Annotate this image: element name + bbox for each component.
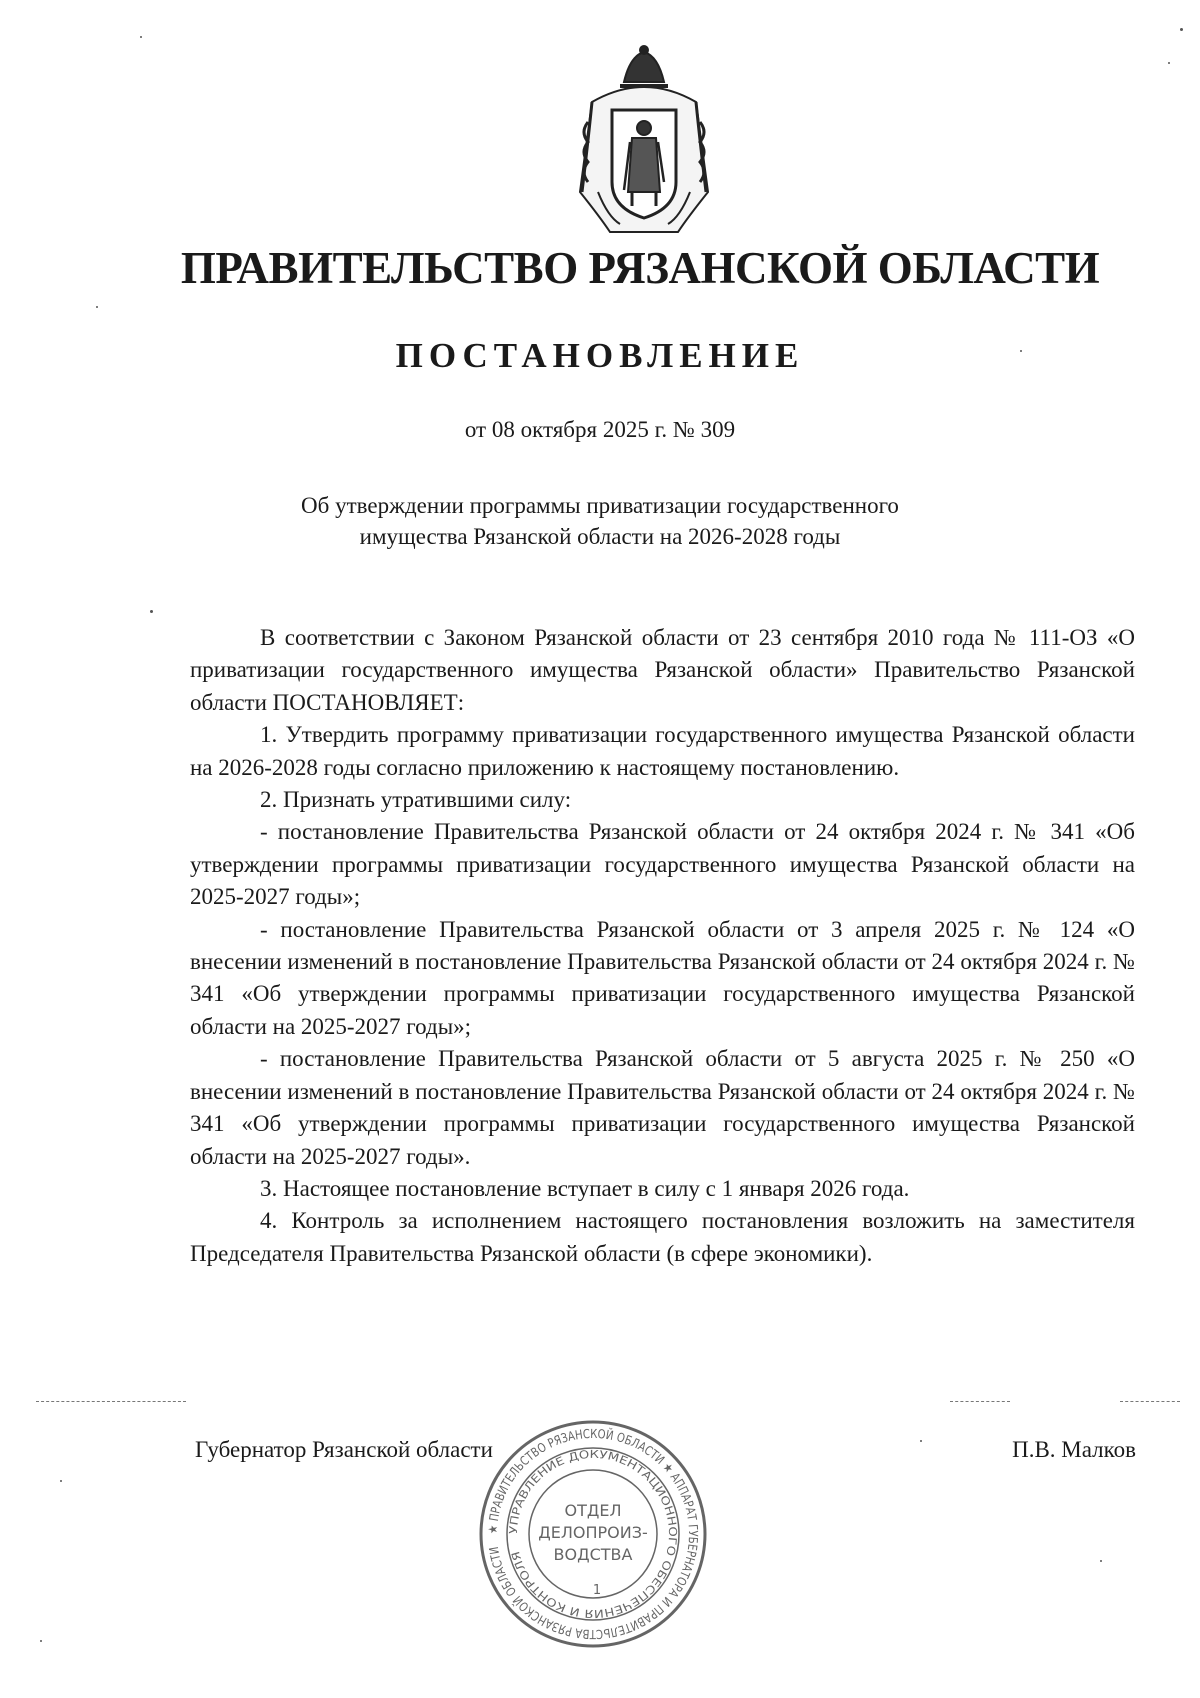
scan-speck bbox=[140, 36, 142, 38]
clause-2: 2. Признать утратившими силу: bbox=[260, 787, 572, 813]
stamp-number: 1 bbox=[592, 1583, 602, 1598]
ryazan-coat-of-arms-icon bbox=[568, 42, 720, 242]
signatory-position: Губернатор Рязанской области bbox=[195, 1437, 493, 1462]
scan-speck bbox=[96, 306, 98, 308]
clause-2-item-2: - постановление Правительства Рязанской области от 3 апреля 2025 г. № 124 «О внесении изменений в постановление Правительства Рязанской области от 24 октября 2024 г. № 341 «Об утверждении программы приватизации государственного имущества Рязанской области на 2025-2027 годы»; bbox=[190, 916, 1135, 1039]
scan-speck bbox=[40, 1640, 42, 1642]
stamp-center-line-2: ДЕЛОПРОИЗ- bbox=[538, 1523, 648, 1542]
clause-1: 1. Утвердить программу приватизации государственного имущества Рязанской области на 2026-2028 годы согласно приложению к настоящему постановлению. bbox=[190, 722, 1135, 780]
subject-line-1: Об утверждении программы приватизации государственного bbox=[301, 493, 899, 518]
clause-4: 4. Контроль за исполнением настоящего постановления возложить на заместителя Председателя Правительства Рязанской области (в сфере экономики). bbox=[190, 1208, 1135, 1266]
clause-3: 3. Настоящее постановление вступает в силу с 1 января 2026 года. bbox=[260, 1175, 910, 1201]
stamp-inner-text: УПРАВЛЕНИЕ ДОКУМЕНТАЦИОННОГО ОБЕСПЕЧЕНИЯ И КОНТРОЛЯ bbox=[506, 1447, 680, 1621]
scan-speck bbox=[1168, 62, 1170, 64]
subject-line-2: имущества Рязанской области на 2026-2028 годы bbox=[359, 524, 841, 549]
government-title: ПРАВИТЕЛЬСТВО РЯЗАНСКОЙ ОБЛАСТИ bbox=[180, 243, 1100, 293]
scan-artifact-line bbox=[950, 1401, 1010, 1402]
stamp-center-line-1: ОТДЕЛ bbox=[564, 1501, 622, 1520]
scan-artifact-line bbox=[1120, 1401, 1180, 1402]
stamp-center-line-3: ВОДСТВА bbox=[553, 1545, 633, 1564]
preamble-paragraph: В соответствии с Законом Рязанской области от 23 сентября 2010 года № 111-ОЗ «О приватизации государственного имущества Рязанской области» Правительство Рязанской области ПОСТАНОВЛЯЕТ: bbox=[190, 625, 1135, 715]
scan-speck bbox=[1100, 1560, 1102, 1562]
scan-speck bbox=[60, 1480, 62, 1482]
document-subject bbox=[240, 490, 960, 552]
scan-artifact-line bbox=[36, 1401, 186, 1402]
signatory-name: П.В. Малков bbox=[1012, 1437, 1136, 1462]
scan-speck bbox=[1180, 28, 1183, 31]
scan-speck bbox=[920, 1440, 922, 1442]
clause-2-item-3: - постановление Правительства Рязанской области от 5 августа 2025 г. № 250 «О внесении изменений в постановление Правительства Рязанской области от 24 октября 2024 г. № 341 «Об утверждении программы приватизации государственного имущества Рязанской области на 2025-2027 годы». bbox=[190, 1046, 1135, 1169]
clause-2-item-1: - постановление Правительства Рязанской области от 24 октября 2024 г. № 341 «Об утверждении программы приватизации государственного имущества Рязанской области на 2025-2027 годы»; bbox=[190, 819, 1135, 910]
document-date-number: от 08 октября 2025 г. № 309 bbox=[464, 417, 736, 442]
document-type: ПОСТАНОВЛЕНИЕ bbox=[395, 336, 805, 375]
scan-speck bbox=[150, 610, 153, 613]
scan-speck bbox=[1020, 350, 1022, 352]
official-stamp bbox=[477, 1418, 709, 1650]
stamp-outer-text: ★ ПРАВИТЕЛЬСТВО РЯЗАНСКОЙ ОБЛАСТИ ★ АППАРАТ ГУБЕРНАТОРА И ПРАВИТЕЛЬСТВА РЯЗАНСКОЙ ОБЛАСТИ bbox=[484, 1425, 702, 1643]
document-body bbox=[190, 622, 1135, 1270]
